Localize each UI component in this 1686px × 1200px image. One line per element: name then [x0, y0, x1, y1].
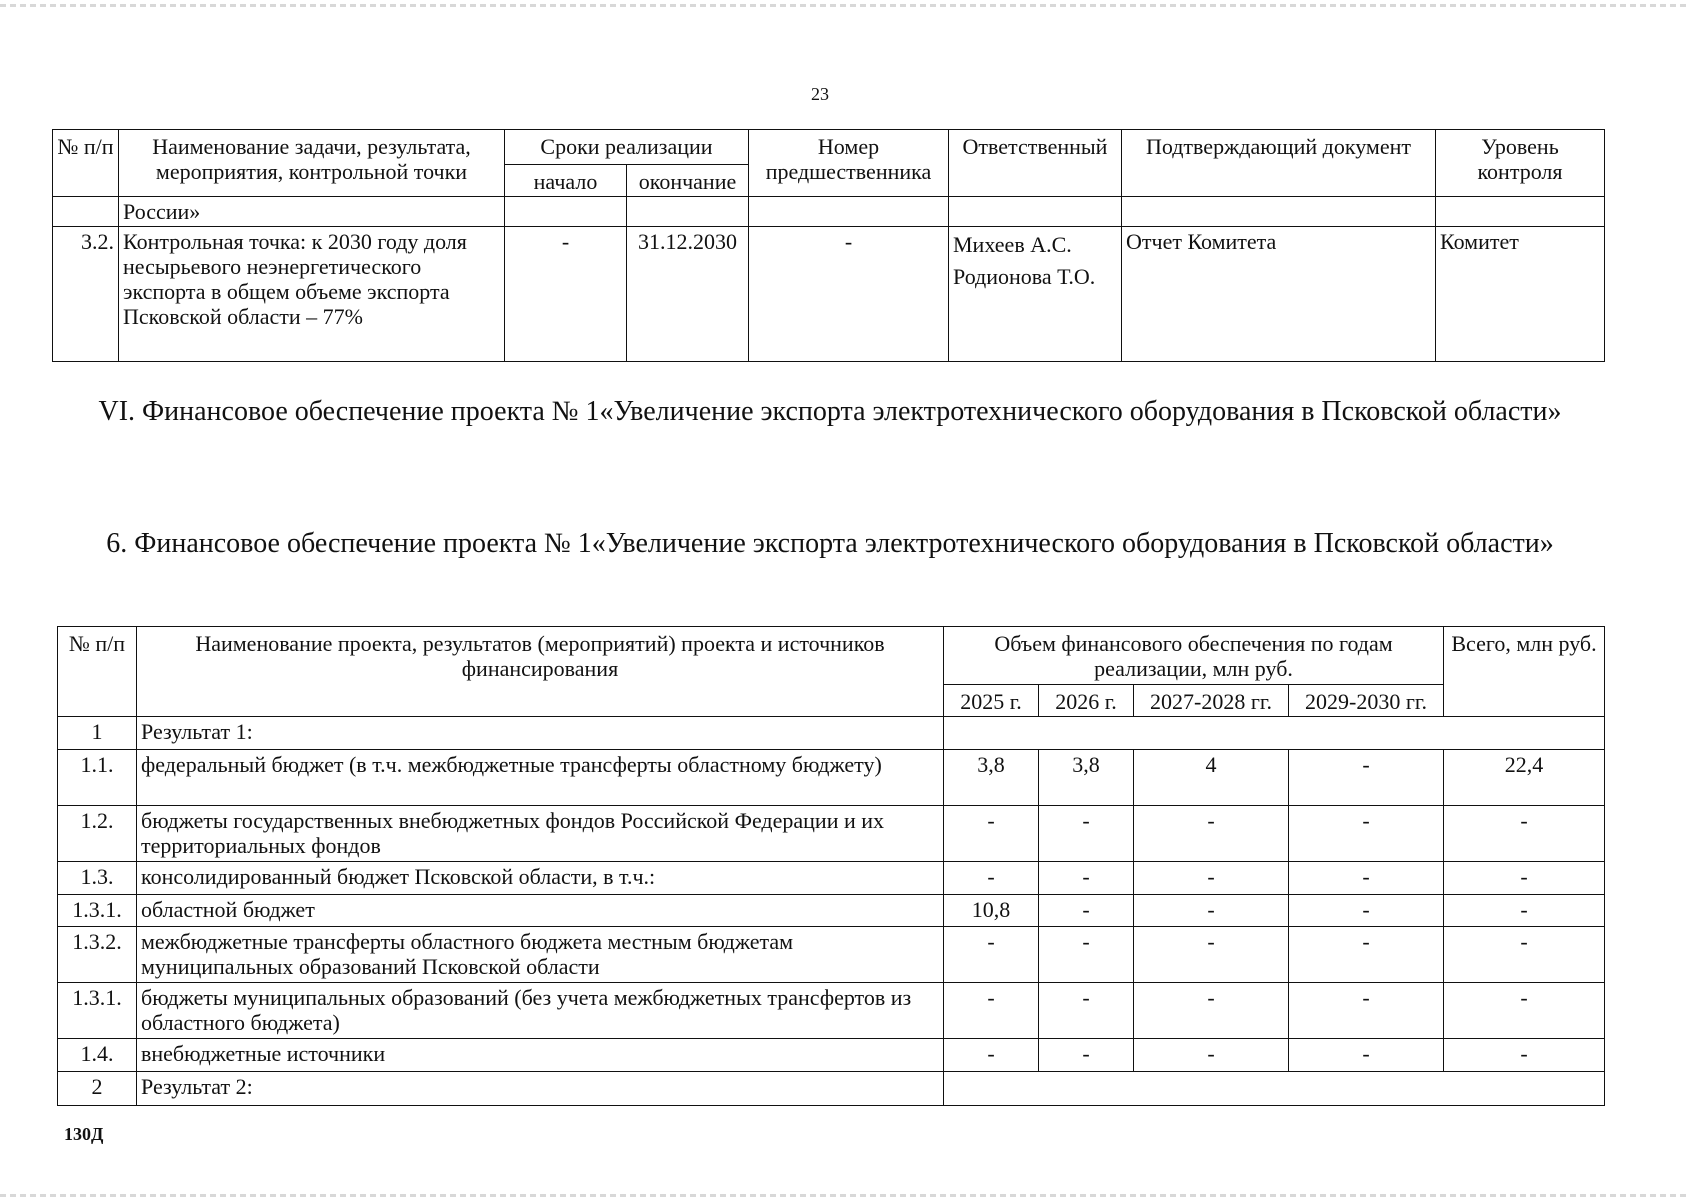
row-name: бюджеты государственных внебюджетных фондов Российской Федерации и их территориальных фондов — [137, 806, 944, 862]
value-2026: - — [1039, 895, 1134, 927]
value-2026: - — [1039, 983, 1134, 1039]
row-name: консолидированный бюджет Псковской области, в т.ч.: — [137, 862, 944, 895]
value-2029-2030: - — [1289, 750, 1444, 806]
value-2027-2028: - — [1134, 1039, 1289, 1072]
row-name: областной бюджет — [137, 895, 944, 927]
responsible-2: Родионова Т.О. — [953, 264, 1096, 289]
table-row — [58, 806, 1605, 862]
header-predecessor: Номер предшественника — [749, 130, 949, 197]
row-name: межбюджетные трансферты областного бюджета местным бюджетам муниципальных образований Псковской области — [137, 927, 944, 983]
row-name: бюджеты муниципальных образований (без учета межбюджетных трансфертов из областного бюджета) — [137, 983, 944, 1039]
value-2027-2028: - — [1134, 806, 1289, 862]
scan-edge-bottom — [0, 1194, 1686, 1197]
value-2027-2028: - — [1134, 862, 1289, 895]
value-2026: - — [1039, 806, 1134, 862]
header-total: Всего, млн руб. — [1444, 627, 1605, 717]
value-2027-2028: 4 — [1134, 750, 1289, 806]
row-num: 1.2. — [58, 806, 137, 862]
value-2025: - — [944, 862, 1039, 895]
page-number: 23 — [811, 84, 829, 104]
header-num: № п/п — [53, 130, 119, 197]
value-2029-2030: - — [1289, 895, 1444, 927]
table-row — [58, 862, 1605, 895]
row-num: 1 — [58, 717, 137, 750]
row-num: 1.3.2. — [58, 927, 137, 983]
value-total: - — [1444, 862, 1605, 895]
row-num: 1.4. — [58, 1039, 137, 1072]
header-2029-2030: 2029-2030 гг. — [1289, 685, 1444, 717]
value-total: - — [1444, 806, 1605, 862]
table-row — [58, 983, 1605, 1039]
row-num: 1.3.1. — [58, 983, 137, 1039]
row-name: Результат 1: — [137, 717, 944, 750]
value-2029-2030: - — [1289, 927, 1444, 983]
row-predecessor: - — [749, 227, 949, 362]
header-2025: 2025 г. — [944, 685, 1039, 717]
financing-table — [57, 626, 1605, 1106]
row-num: 1.3.1. — [58, 895, 137, 927]
row-control: Комитет — [1436, 227, 1605, 362]
responsible-1: Михеев А.С. — [953, 232, 1072, 257]
value-2027-2028: - — [1134, 927, 1289, 983]
header-start: начало — [505, 165, 627, 197]
header-volume: Объем финансового обеспечения по годам реализации, млн руб. — [944, 627, 1444, 685]
header-control: Уровень контроля — [1436, 130, 1605, 197]
table-row — [53, 197, 1605, 227]
header-terms: Сроки реализации — [505, 130, 749, 165]
header-responsible: Ответственный — [949, 130, 1122, 197]
value-2026: - — [1039, 927, 1134, 983]
section-heading-roman: VI. Финансовое обеспечение проекта № 1«Увеличение экспорта электротехнического оборудования в Псковской области» — [98, 396, 1562, 427]
scan-edge-top — [0, 4, 1686, 7]
row-responsible — [949, 227, 1122, 362]
row-num: 1.3. — [58, 862, 137, 895]
row-name: внебюджетные источники — [137, 1039, 944, 1072]
table-row — [58, 895, 1605, 927]
value-2026: - — [1039, 1039, 1134, 1072]
value-2027-2028: - — [1134, 895, 1289, 927]
value-total: - — [1444, 927, 1605, 983]
table-row — [58, 1039, 1605, 1072]
footer-code: 130Д — [64, 1124, 104, 1144]
value-2025: - — [944, 927, 1039, 983]
group-row — [58, 1072, 1605, 1106]
row-end: 31.12.2030 — [627, 227, 749, 362]
value-2025: - — [944, 983, 1039, 1039]
value-2025: - — [944, 806, 1039, 862]
row-name: Контрольная точка: к 2030 году доля несырьевого неэнергетического экспорта в общем объеме экспорта Псковской области – 77% — [119, 227, 505, 362]
value-2029-2030: - — [1289, 862, 1444, 895]
value-total: - — [1444, 983, 1605, 1039]
value-2029-2030: - — [1289, 983, 1444, 1039]
value-total: - — [1444, 895, 1605, 927]
value-total: 22,4 — [1444, 750, 1605, 806]
row-start: - — [505, 227, 627, 362]
value-2029-2030: - — [1289, 806, 1444, 862]
value-2029-2030: - — [1289, 1039, 1444, 1072]
value-2025: 3,8 — [944, 750, 1039, 806]
row-name: Результат 2: — [137, 1072, 944, 1106]
control-points-table — [52, 129, 1605, 362]
row-num: 1.1. — [58, 750, 137, 806]
group-row — [58, 717, 1605, 750]
section-heading-arabic: 6. Финансовое обеспечение проекта № 1«Увеличение экспорта электротехнического оборудования в Псковской области» — [106, 528, 1554, 559]
header-num: № п/п — [58, 627, 137, 717]
row-num: 2 — [58, 1072, 137, 1106]
value-total: - — [1444, 1039, 1605, 1072]
header-document: Подтверждающий документ — [1122, 130, 1436, 197]
value-2026: 3,8 — [1039, 750, 1134, 806]
value-2025: 10,8 — [944, 895, 1039, 927]
row-document: Отчет Комитета — [1122, 227, 1436, 362]
empty-values — [944, 1072, 1605, 1106]
header-end: окончание — [627, 165, 749, 197]
header-name: Наименование проекта, результатов (мероприятий) проекта и источников финансирования — [137, 627, 944, 717]
header-2027-2028: 2027-2028 гг. — [1134, 685, 1289, 717]
table-row — [58, 927, 1605, 983]
row-num: 3.2. — [53, 227, 119, 362]
table-row — [53, 227, 1605, 362]
value-2026: - — [1039, 862, 1134, 895]
header-name: Наименование задачи, результата, мероприятия, контрольной точки — [119, 130, 505, 197]
row-name: федеральный бюджет (в т.ч. межбюджетные трансферты областному бюджету) — [137, 750, 944, 806]
empty-values — [944, 717, 1605, 750]
table-row — [58, 750, 1605, 806]
value-2027-2028: - — [1134, 983, 1289, 1039]
continuation-text: России» — [119, 197, 505, 227]
value-2025: - — [944, 1039, 1039, 1072]
header-2026: 2026 г. — [1039, 685, 1134, 717]
